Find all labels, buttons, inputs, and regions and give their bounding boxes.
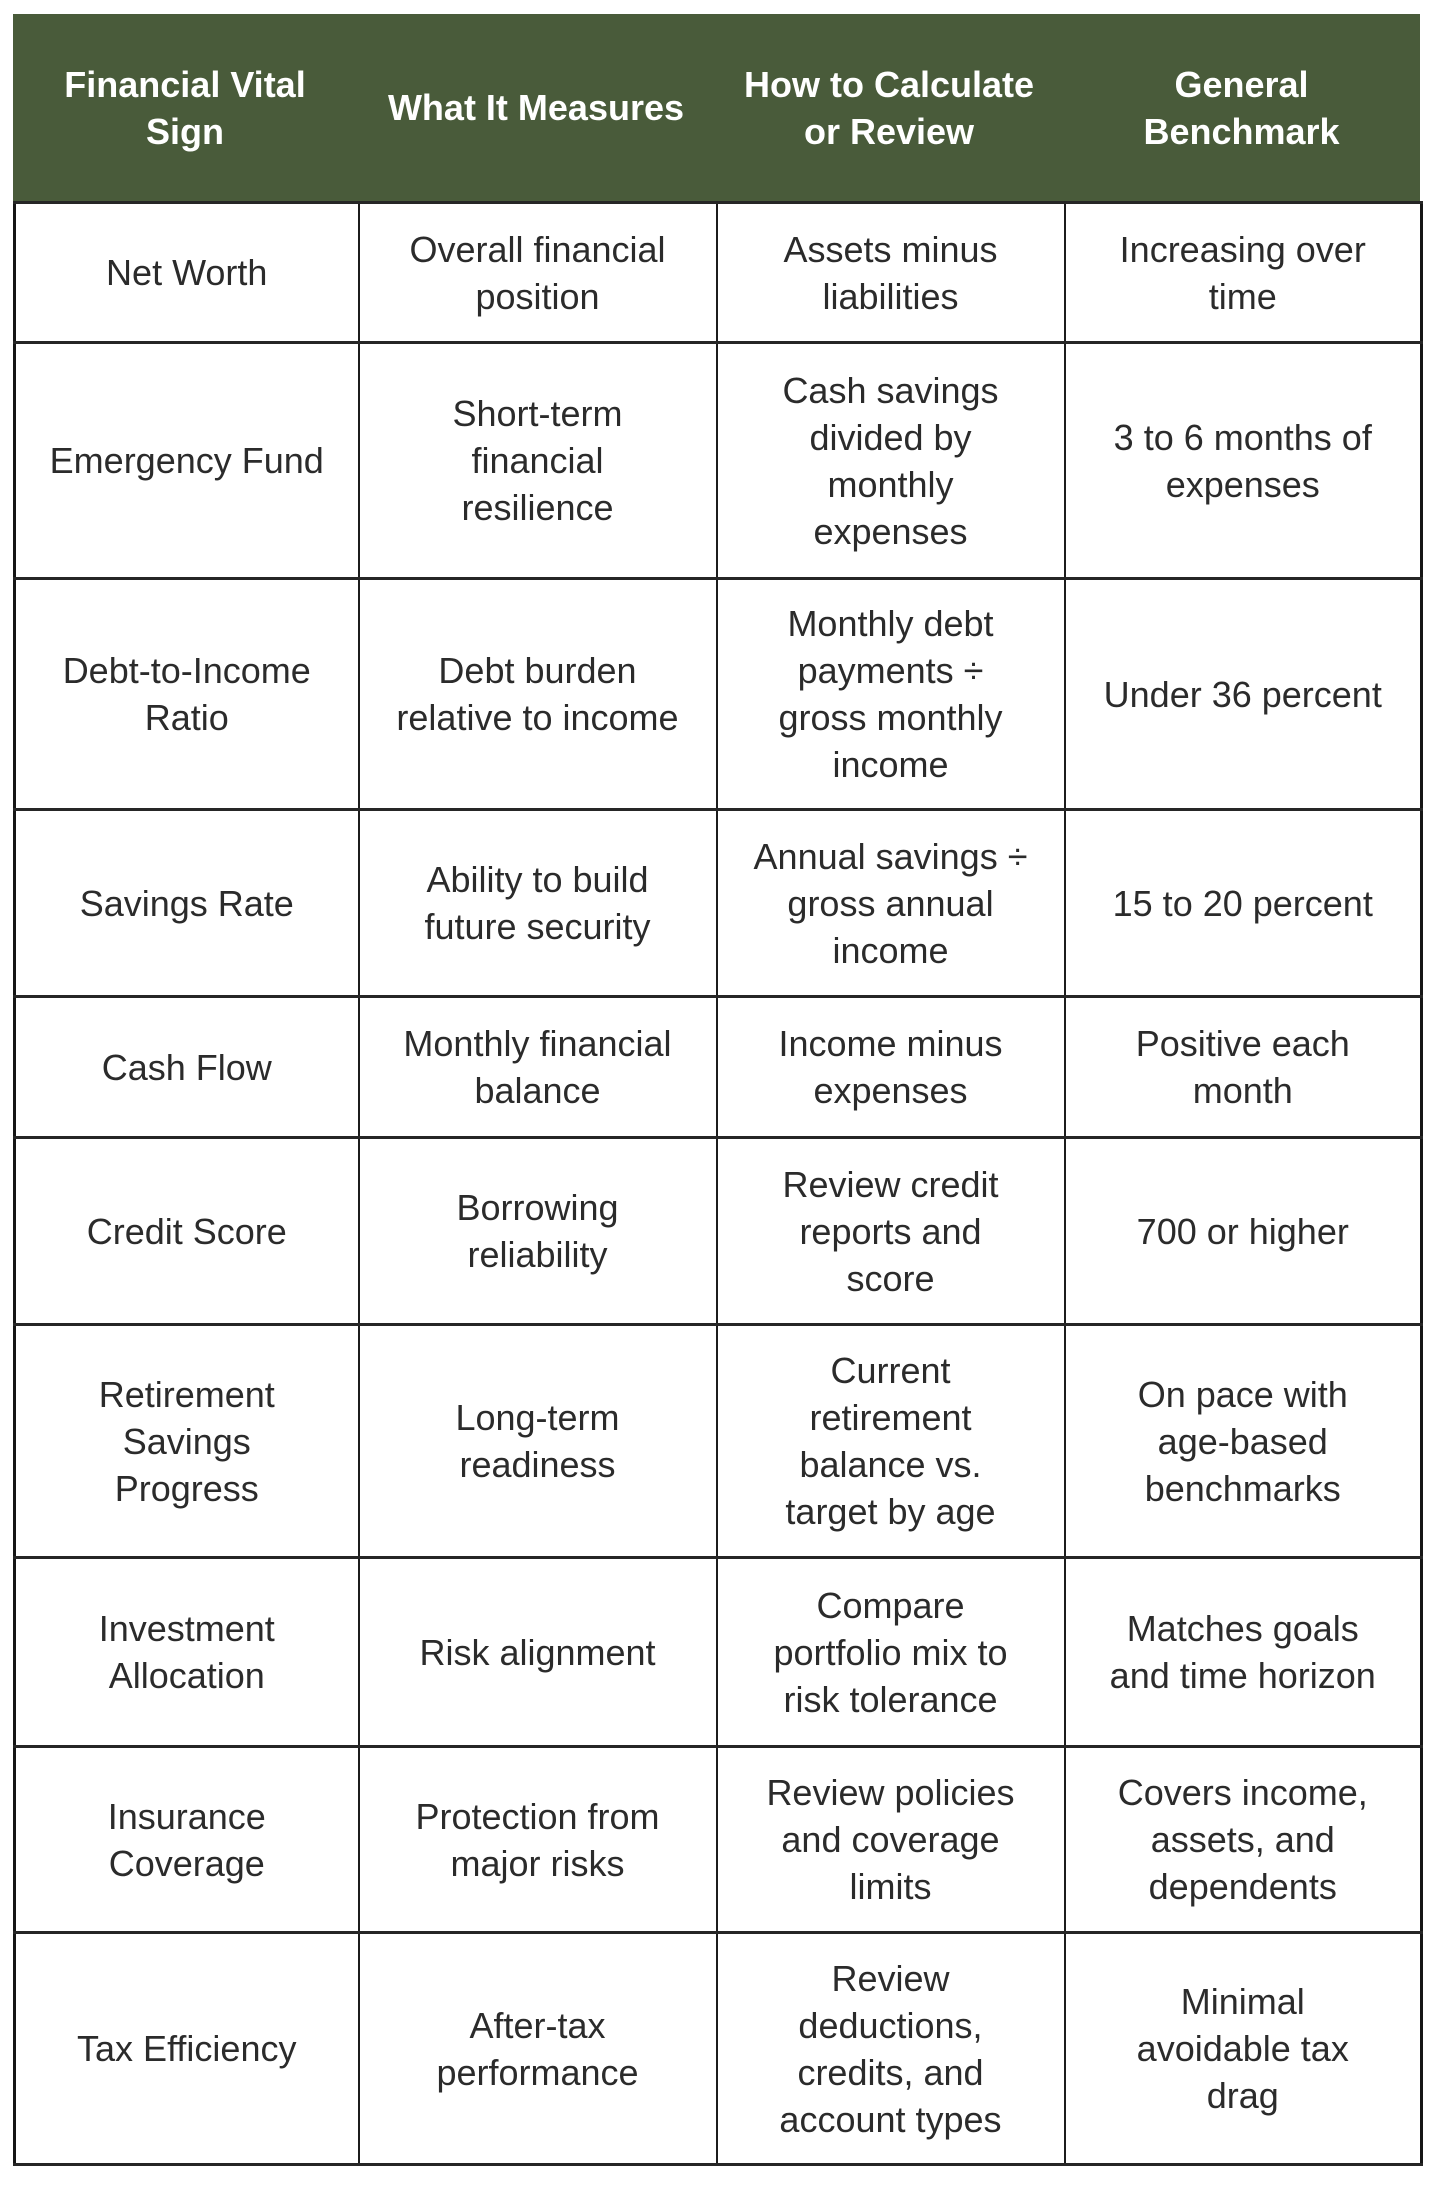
table-cell: Protection from major risks (359, 1747, 717, 1933)
table-row (15, 1138, 1422, 1325)
table-cell: Overall financial position (359, 203, 717, 343)
table-body (13, 201, 1423, 2166)
financial-vitals-table (13, 14, 1420, 2166)
table-header-band (13, 14, 1420, 201)
table-cell: Review deductions, credits, and account types (717, 1933, 1065, 2165)
table-cell: Review credit reports and score (717, 1138, 1065, 1325)
table-row (15, 1933, 1422, 2165)
table-cell: Compare portfolio mix to risk tolerance (717, 1558, 1065, 1747)
table-cell: 3 to 6 months of expenses (1065, 343, 1422, 579)
table-cell: Investment Allocation (15, 1558, 359, 1747)
table-cell: Ability to build future security (359, 810, 717, 997)
table-cell: Risk alignment (359, 1558, 717, 1747)
table-cell: Income minus expenses (717, 997, 1065, 1138)
table-cell: Positive each month (1065, 997, 1422, 1138)
table-cell: Current retirement balance vs. target by age (717, 1325, 1065, 1558)
table-cell: After-tax performance (359, 1933, 717, 2165)
table-cell: On pace with age-based benchmarks (1065, 1325, 1422, 1558)
table-row (15, 1325, 1422, 1558)
table-cell: Under 36 percent (1065, 579, 1422, 810)
table-cell: Insurance Coverage (15, 1747, 359, 1933)
table-cell: Annual savings ÷ gross annual income (717, 810, 1065, 997)
table-cell: Minimal avoidable tax drag (1065, 1933, 1422, 2165)
table-cell: 15 to 20 percent (1065, 810, 1422, 997)
table-row (15, 203, 1422, 343)
table-cell: Increasing over time (1065, 203, 1422, 343)
table-cell: Monthly debt payments ÷ gross monthly income (717, 579, 1065, 810)
table-cell: Borrowing reliability (359, 1138, 717, 1325)
table-cell: Covers income, assets, and dependents (1065, 1747, 1422, 1933)
table-cell: Review policies and coverage limits (717, 1747, 1065, 1933)
table-cell: Cash savings divided by monthly expenses (717, 343, 1065, 579)
table-row (15, 1747, 1422, 1933)
table-cell: Short-term financial resilience (359, 343, 717, 579)
table-row (15, 1558, 1422, 1747)
table-cell: 700 or higher (1065, 1138, 1422, 1325)
column-header-what-it-measures: What It Measures (387, 87, 685, 128)
table-cell: Retirement Savings Progress (15, 1325, 359, 1558)
table-cell: Long-term readiness (359, 1325, 717, 1558)
table-row (15, 997, 1422, 1138)
column-header-how-to-calculate-or-review: How to Calculate or Review (743, 63, 1035, 152)
column-header-general-benchmark: General Benchmark (1143, 63, 1340, 152)
table-cell: Matches goals and time horizon (1065, 1558, 1422, 1747)
column-header-financial-vital-sign: Financial Vital Sign (64, 63, 306, 152)
table-cell: Credit Score (15, 1138, 359, 1325)
table-row (15, 810, 1422, 997)
table-cell: Net Worth (15, 203, 359, 343)
table-row (15, 343, 1422, 579)
table-cell: Savings Rate (15, 810, 359, 997)
table-row (15, 579, 1422, 810)
table-cell: Emergency Fund (15, 343, 359, 579)
table-cell: Tax Efficiency (15, 1933, 359, 2165)
table-cell: Debt-to-Income Ratio (15, 579, 359, 810)
table-cell: Cash Flow (15, 997, 359, 1138)
table-cell: Monthly financial balance (359, 997, 717, 1138)
table-cell: Assets minus liabilities (717, 203, 1065, 343)
table-cell: Debt burden relative to income (359, 579, 717, 810)
